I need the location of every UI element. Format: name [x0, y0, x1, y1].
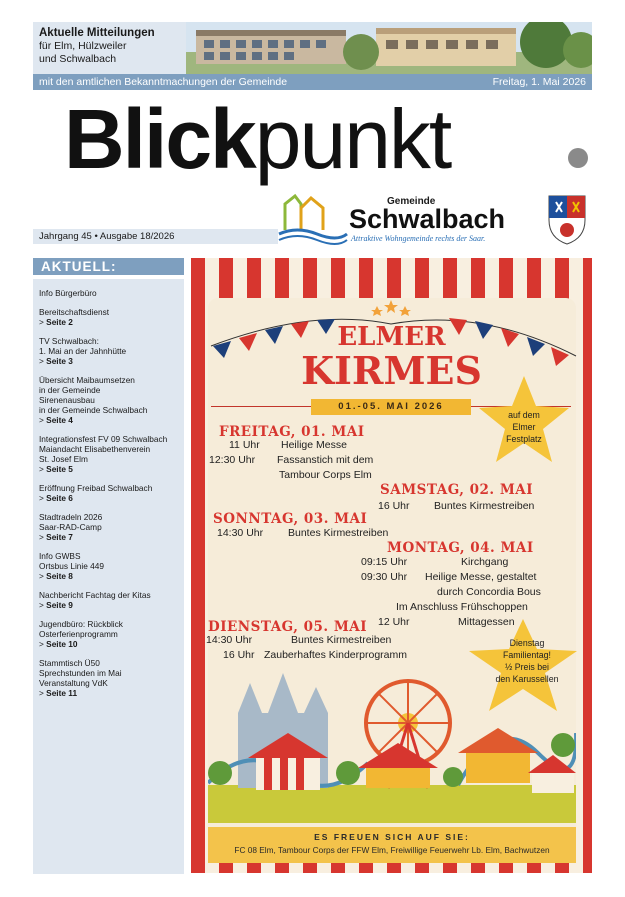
masthead-bold: Blick	[64, 92, 255, 186]
event-desc: Buntes Kirmestreiben	[434, 500, 535, 512]
sidebar-item-page[interactable]: > Seite 5	[39, 464, 178, 474]
issue-number: Jahrgang 45 • Ausgabe 18/2026	[33, 229, 278, 244]
footer-names: FC 08 Elm, Tambour Corps der FFW Elm, Freiwillige Feuerwehr Lb. Elm, Bachwutzen	[234, 845, 550, 855]
municipality-logo	[277, 190, 592, 246]
sidebar-item[interactable]	[39, 375, 178, 425]
event-time: 09:30 Uhr	[361, 571, 408, 583]
event-desc: Zauberhaftes Kinderprogramm	[264, 649, 407, 661]
masthead-dot	[568, 148, 588, 168]
sidebar-item-text: Bereitschaftsdienst	[39, 307, 110, 317]
sidebar-item-page[interactable]: > Seite 2	[39, 317, 178, 327]
municipality-slogan: Attraktive Wohngemeinde rechts der Saar.	[351, 234, 486, 243]
poster-title-line1: ELMER	[337, 322, 446, 352]
sidebar-item[interactable]	[39, 307, 178, 327]
event-desc: Heilige Messe, gestaltet	[425, 571, 537, 583]
event-desc: Im Anschluss Frühschoppen	[396, 601, 528, 613]
sidebar-heading: AKTUELL:	[33, 258, 184, 275]
star-icon	[371, 300, 411, 316]
event-time: 14:30 Uhr	[217, 527, 264, 539]
sidebar-item[interactable]	[39, 551, 178, 581]
event-time: 12:30 Uhr	[209, 454, 256, 466]
sidebar-item-text: Nachbericht Fachtag der Kitas	[39, 590, 151, 600]
sidebar-item[interactable]	[39, 336, 178, 366]
fairground-illustration	[208, 673, 576, 823]
sidebar-item[interactable]	[39, 590, 178, 610]
event-time: 14:30 Uhr	[206, 634, 253, 646]
issue-date: Freitag, 1. Mai 2026	[492, 76, 586, 88]
circus-tent-icon	[528, 755, 576, 793]
carousel-icon	[358, 743, 438, 788]
header-subtitle-1: für Elm, Hülzweiler	[39, 40, 127, 52]
sidebar-item-text: Stadtradeln 2026 Saar-RAD-Camp	[39, 512, 103, 532]
sidebar	[33, 279, 184, 874]
event-desc: Buntes Kirmestreiben	[288, 527, 389, 539]
event-desc: Mittagessen	[458, 616, 515, 628]
sidebar-item-page[interactable]: > Seite 9	[39, 600, 178, 610]
sidebar-item-page[interactable]: > Seite 6	[39, 493, 178, 503]
sidebar-item-text: Eröffnung Freibad Schwalbach	[39, 483, 153, 493]
masthead-light: punkt	[254, 92, 451, 186]
sidebar-item-page[interactable]: > Seite 4	[39, 415, 178, 425]
kirmes-poster	[191, 258, 592, 873]
sidebar-item[interactable]	[39, 434, 178, 474]
sidebar-item-page[interactable]: > Seite 8	[39, 571, 178, 581]
event-time: 09:15 Uhr	[361, 556, 408, 568]
venue-badge: auf dem Elmer Festplatz	[506, 410, 542, 444]
header-top	[33, 22, 592, 74]
day-heading: DIENSTAG, 05. MAI	[208, 619, 368, 635]
municipality-prefix: Gemeinde	[387, 196, 436, 207]
event-time: 16 Uhr	[223, 649, 255, 661]
event-desc: Heilige Messe	[281, 439, 347, 451]
day-heading: MONTAG, 04. MAI	[387, 540, 534, 556]
carousel-icon	[458, 728, 538, 783]
municipality-name: Schwalbach	[349, 204, 506, 234]
day-heading: SONNTAG, 03. MAI	[213, 511, 368, 527]
sidebar-item-text: Integrationsfest FV 09 Schwalbach Maiandacht Elisabethenverein St. Josef Elm	[39, 434, 168, 464]
coat-of-arms-icon	[549, 196, 585, 244]
masthead-title	[64, 94, 604, 184]
event-time: 16 Uhr	[378, 500, 410, 512]
header-subtitle-2: und Schwalbach	[39, 53, 117, 65]
sidebar-item-text: Übersicht Maibaumsetzen in der Gemeinde Sirenenausbau in der Gemeinde Schwalbach	[39, 375, 148, 415]
day-heading: SAMSTAG, 02. MAI	[380, 482, 534, 498]
sidebar-item[interactable]	[39, 658, 178, 698]
header-town-photo	[186, 22, 592, 74]
poster-dates: 01.-05. MAI 2026	[311, 399, 471, 415]
poster-footer	[208, 827, 576, 863]
sidebar-item[interactable]	[39, 288, 178, 298]
sidebar-item-text: Info Bürgerbüro	[39, 288, 97, 298]
event-desc: Kirchgang	[461, 556, 509, 568]
event-desc: Fassanstich mit dem	[277, 454, 374, 466]
family-badge: Dienstag Familientag! ½ Preis bei den Karussellen	[495, 638, 559, 684]
sidebar-item-text: Info GWBS Ortsbus Linie 449	[39, 551, 105, 571]
event-time: 12 Uhr	[378, 616, 410, 628]
sidebar-item-page[interactable]: > Seite 7	[39, 532, 178, 542]
sidebar-item[interactable]	[39, 512, 178, 542]
day-heading: FREITAG, 01. MAI	[219, 424, 365, 440]
header-band-text: mit den amtlichen Bekanntmachungen der Gemeinde	[39, 76, 288, 88]
footer-heading: ES FREUEN SICH AUF SIE:	[314, 832, 470, 842]
event-desc: Tambour Corps Elm	[279, 469, 372, 481]
sidebar-item-page[interactable]: > Seite 10	[39, 639, 178, 649]
sidebar-item[interactable]	[39, 483, 178, 503]
event-desc: durch Concordia Bous	[437, 586, 541, 598]
sidebar-item-text: TV Schwalbach: 1. Mai an der Jahnhütte	[39, 336, 127, 356]
sidebar-item-page[interactable]: > Seite 3	[39, 356, 178, 366]
header-band	[33, 74, 592, 90]
date-rule-left	[211, 406, 311, 407]
poster-title-line2: KIRMES	[301, 348, 482, 393]
event-desc: Buntes Kirmestreiben	[291, 634, 392, 646]
municipality-symbol	[279, 196, 347, 244]
sidebar-item-page[interactable]: > Seite 11	[39, 688, 178, 698]
sidebar-item[interactable]	[39, 619, 178, 649]
sidebar-item-text: Stammtisch Ü50 Sprechstunden im Mai Veranstaltung VdK	[39, 658, 122, 688]
sidebar-item-text: Jugendbüro: Rückblick Osterferienprogramm	[39, 619, 123, 639]
header-title-box	[33, 22, 186, 74]
header-title: Aktuelle Mitteilungen	[39, 27, 155, 39]
event-time: 11 Uhr	[229, 439, 260, 451]
